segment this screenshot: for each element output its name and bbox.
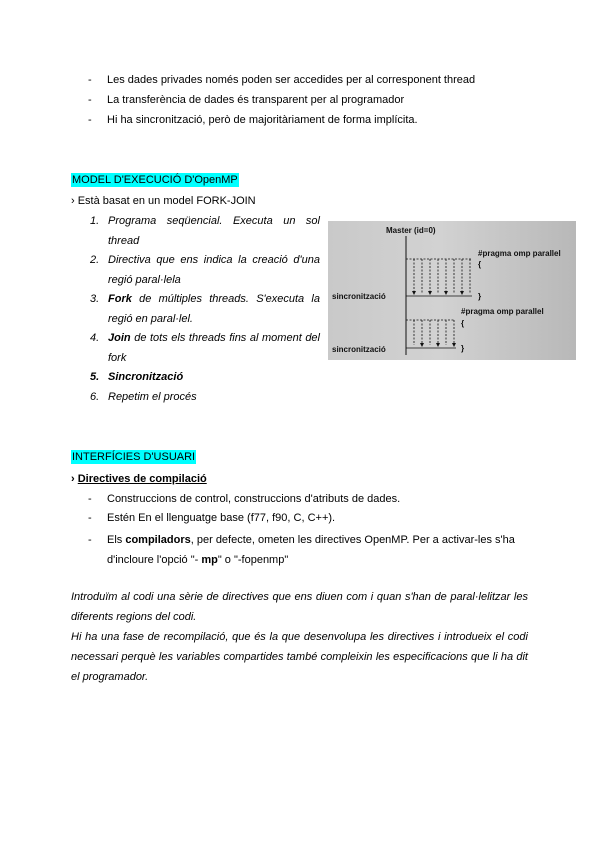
numbered-item: 1. Programa seqüencial. Executa un sol thread	[90, 215, 320, 247]
numbered-item: 2. Directiva que ens indica la creació d'una regió paral·lela	[90, 254, 320, 286]
section-intro: › Està basat en un model FORK-JOIN	[71, 195, 256, 207]
paragraph: Hi ha una fase de recompilació, que és la que desenvolupa les directives i introdueix el codi necessari perquè les variables compartides també compleixin les especificacions que li ha dit el programador.	[71, 631, 528, 683]
sync-label-2: sincronització	[332, 345, 386, 354]
numbered-item: 5. Sincronització	[90, 371, 184, 383]
bullet-text: La transferència de dades és transparent per al programador	[107, 94, 405, 106]
bullet-text: Els compiladors, per defecte, ometen les directives OpenMP. Per a activar-les s'ha d'incloure l'opció "- mp" o "-fopenmp"	[107, 534, 515, 566]
brace-open-1: {	[478, 260, 482, 269]
subheading-text: Directives de compilació	[77, 473, 207, 485]
bullet-text: Construccions de control, construccions d'atributs de dades.	[107, 493, 401, 505]
master-label: Master (id=0)	[386, 226, 436, 235]
bullet-text: Hi ha sincronització, però de majoritàriament de forma implícita.	[107, 114, 418, 126]
paragraph: Introduïm al codi una sèrie de directives que ens diuen com i quan s'han de paral·lelitzar les diferents regions del codi.	[71, 591, 528, 623]
pragma-label-2: #pragma omp parallel	[461, 307, 544, 316]
brace-open-2: {	[461, 319, 465, 328]
pragma-label-1: #pragma omp parallel	[478, 249, 561, 258]
list-item: - Els compiladors, per defecte, ometen les directives OpenMP. Per a activar-les s'ha d'incloure l'opció "- mp" o "-fopenmp"	[88, 530, 528, 570]
numbered-item: 3. Fork de múltiples threads. S'executa la regió en paral·lel.	[90, 293, 320, 325]
brace-close-1: }	[478, 292, 482, 301]
brace-close-2: }	[461, 344, 465, 353]
bullet-text: Les dades privades només poden ser accedides per al corresponent thread	[107, 74, 476, 86]
bullet-text: Estén En el llenguatge base (f77, f90, C, C++).	[107, 512, 336, 524]
numbered-item: 6. Repetim el procés	[90, 391, 197, 403]
sync-label-1: sincronització	[332, 292, 386, 301]
subheading: › Directives de compilació	[71, 473, 207, 485]
fork-join-figure	[328, 221, 576, 360]
numbered-item: 4. Join de tots els threads fins al moment del fork	[90, 332, 320, 364]
section-heading-execution-model: MODEL D'EXECUCIÓ D'OpenMP	[72, 174, 238, 186]
fork-join-diagram	[328, 221, 576, 360]
section-heading-user-interfaces: INTERFÍCIES D'USUARI	[72, 451, 196, 463]
